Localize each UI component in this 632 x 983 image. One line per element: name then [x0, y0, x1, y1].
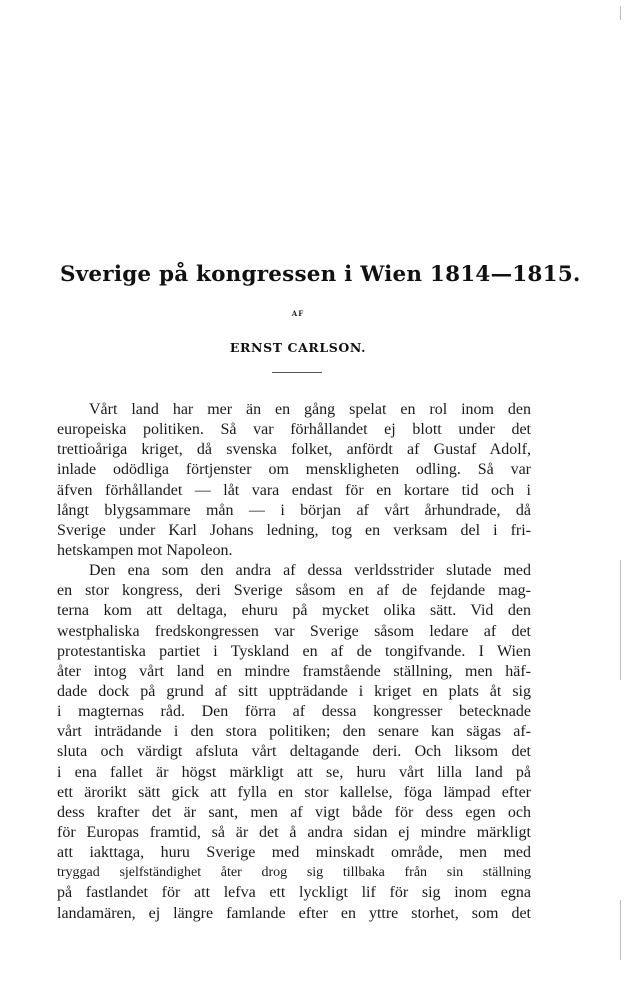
- text-line: dade dock på grund af sitt uppträdande i kriget en plats åt sig: [57, 682, 531, 700]
- text-line: Vårt land har mer än en gång spelat en rol inom den: [89, 401, 531, 418]
- title-divider: [272, 372, 322, 373]
- text-line: landamären, ej längre famlande efter en yttre storhet, som det: [57, 904, 531, 922]
- text-line: vårt inträdande i den stora politiken; den senare kan sägas af-: [57, 723, 531, 741]
- scan-edge-mark: [620, 6, 621, 20]
- text-line: terna kom att deltaga, ehuru på mycket olika sätt. Vid den: [57, 602, 531, 620]
- text-line: i magternas råd. Den förra af dessa kongresser betecknade: [57, 703, 531, 721]
- scan-edge-mark: [620, 560, 621, 680]
- text-line: protestantiska partiet i Tyskland en af de tongifvande. I Wien: [57, 642, 531, 660]
- text-line: trettioåriga kriget, då svenska folket, anfördt af Gustaf Adolf,: [57, 441, 531, 459]
- scan-edge-mark: [620, 900, 621, 960]
- text-line: sluta och värdigt afsluta vårt deltagande deri. Och liksom det: [57, 743, 531, 761]
- text-line: i ena fallet är högst märkligt att se, huru vårt lilla land på: [57, 763, 531, 781]
- text-line: Sverige under Karl Johans ledning, tog en verksam del i fri-: [57, 521, 531, 539]
- text-line: westphaliska fredskongressen var Sverige såsom ledare af det: [57, 622, 531, 640]
- text-line: europeiska politiken. Så var förhållandet ej blott under det: [57, 421, 531, 439]
- author-name: ERNST CARLSON.: [229, 340, 367, 355]
- text-line: på fastlandet för att lefva ett lyckligt lif för sig inom egna: [57, 884, 531, 902]
- text-line: för Europas framtid, så är det å andra sidan ej mindre märkligt: [57, 823, 531, 841]
- text-line: inlade odödliga förtjenster om menskligheten odling. Så var: [57, 461, 531, 479]
- text-line: att iakttaga, huru Sverige med minskadt område, men med: [57, 844, 531, 862]
- text-line: långt blygsammare mån — i början af vårt århundrade, då: [57, 501, 531, 519]
- text-line: Den ena som den andra af dessa verldsstrider slutade med: [89, 562, 531, 580]
- body-text: [57, 400, 531, 924]
- text-line: hetskampen mot Napoleon.: [57, 541, 233, 559]
- article-title: Sverige på kongressen i Wien 1814—1815.: [60, 262, 581, 287]
- text-line: en stor kongress, deri Sverige såsom en af de fejdande mag-: [57, 582, 531, 600]
- text-line: tryggad sjelfständighet åter drog sig tillbaka från sin ställning: [57, 865, 531, 881]
- text-line: åter intog vårt land en mindre framstående ställning, men häf-: [57, 662, 531, 680]
- text-line: dess krafter det är sant, men af vigt både för dess egen och: [57, 803, 531, 821]
- text-line: ett ärorikt sätt gick att fylla en stor kallelse, föga lämpad efter: [57, 783, 531, 801]
- byline-af: AF: [291, 309, 305, 318]
- text-line: äfven förhållandet — låt vara endast för en kortare tid och i: [57, 481, 531, 499]
